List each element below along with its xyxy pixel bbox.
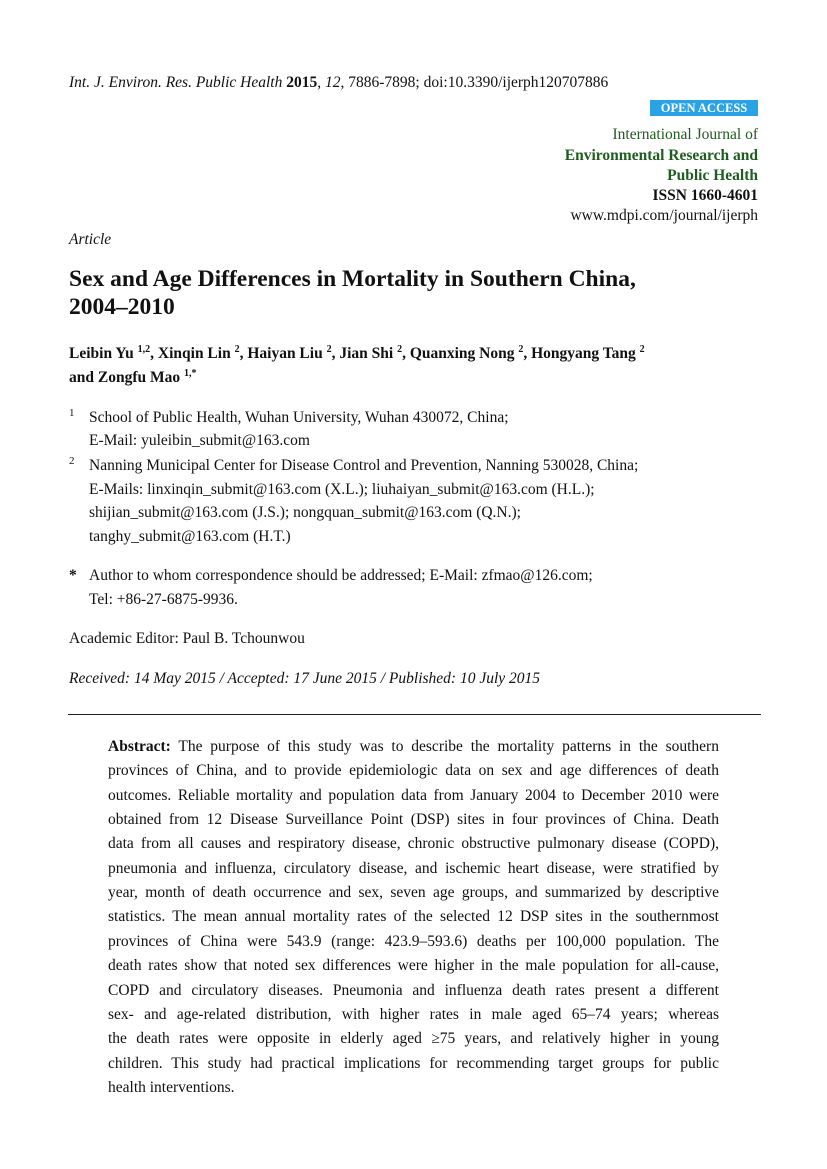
author: Haiyan Liu $^2$ (247, 344, 332, 362)
abstract-text: The purpose of this study was to describe the mortality patterns in the southern (178, 738, 719, 755)
abstract-line (108, 1079, 719, 1097)
abstract-text: the death rates were opposite in elderly aged ≥75 years, and relatively higher in young (108, 1030, 719, 1048)
article-type: Article (69, 231, 112, 248)
abstract-text: data from all causes and respiratory disease, chronic obstructive pulmonary disease (COPD), (108, 835, 719, 853)
abstract-text: provinces of China were 543.9 (range: 423.9–593.6) deaths per 100,000 population. The (108, 932, 719, 950)
citation-line: Int. J. Environ. Res. Public Health 2015, 12, 7886-7898; doi:10.3390/ijerph120707886 (69, 74, 609, 91)
abstract-line (108, 1030, 719, 1048)
title-line2: 2004–2010 (69, 294, 175, 320)
abstract-line (108, 884, 719, 902)
abstract-line (108, 738, 719, 756)
correspondence-line2: Tel: +86-27-6875-9936. (89, 591, 238, 608)
journal-name-line3: Public Health (667, 167, 758, 184)
abstract-text: obtained from 12 Disease Surveillance Point (DSP) sites in four provinces of China. Death (108, 811, 719, 829)
year: 2015 (286, 74, 318, 91)
abstract-text: outcomes. Reliable mortality and population data from January 2004 to December 2010 were (108, 786, 719, 804)
author: Hongyang Tang $^2$ (531, 344, 645, 362)
abstract-text: provinces of China, and to provide epidemiologic data on sex and age differences of death (108, 762, 719, 780)
abstract-line (108, 957, 719, 975)
correspondence-marker: * (69, 567, 77, 584)
authors-line2 (69, 369, 197, 387)
abstract-text: children. This study had practical implications for recommending target groups for public (108, 1054, 719, 1072)
abstract-line (108, 860, 719, 878)
correspondence-line1: Author to whom correspondence should be addressed; E-Mail: zfmao@126.com; (89, 567, 593, 584)
journal-name-line2: Environmental Research and (564, 147, 758, 164)
affiliation-marker: 1 (69, 407, 75, 419)
abstract-text: statistics. The mean annual mortality rates of the selected 12 DSP sites in the southernmost (108, 908, 719, 926)
journal-abbrev: Int. J. Environ. Res. Public Health (69, 74, 283, 91)
abstract-line (108, 762, 719, 780)
abstract-text: pneumonia and influenza, circulatory disease, and ischemic heart disease, were stratified by (108, 859, 719, 877)
abstract-line (108, 933, 719, 951)
academic-editor: Academic Editor: Paul B. Tchounwou (69, 630, 305, 647)
abstract-line (108, 811, 719, 829)
affiliation-marker: 2 (69, 455, 75, 467)
author: and Zongfu Mao $^{1,*}$ (69, 368, 197, 386)
abstract-label: Abstract: (108, 738, 171, 755)
affiliation-2-line2: E-Mails: linxinqin_submit@163.com (X.L.); liuhaiyan_submit@163.com (H.L.); (89, 481, 595, 498)
affiliation-1-line1: School of Public Health, Wuhan University, Wuhan 430072, China; (89, 409, 509, 426)
journal-name-line1: International Journal of (612, 126, 758, 143)
author: Jian Shi $^2$ (339, 344, 403, 362)
abstract-text: year, month of death occurrence and sex, seven age groups, and summarized by descriptive (108, 884, 719, 902)
volume: 12 (325, 74, 341, 91)
author: Xinqin Lin $^2$ (157, 344, 240, 362)
author: Leibin Yu $^{1,2}$ (69, 344, 151, 362)
journal-url[interactable]: www.mdpi.com/journal/ijerph (570, 207, 758, 224)
authors-line1: Leibin Yu $^{1,2}$, Xinqin Lin $^2$, Haiyan Liu $^2$, Jian Shi $^2$, Quanxing Nong $^2$, Hongyang Tang $^2$ (69, 344, 645, 362)
affiliation-1-line2: E-Mail: yuleibin_submit@163.com (89, 432, 310, 449)
abstract-text: sex- and age-related distribution, with higher rates in male aged 65–74 years; whereas (108, 1005, 719, 1023)
abstract-line (108, 1006, 719, 1024)
open-access-badge: OPEN ACCESS (650, 100, 758, 116)
abstract-line (108, 908, 719, 926)
abstract-line (108, 982, 719, 1000)
pages-doi: , 7886-7898; doi:10.3390/ijerph120707886 (340, 74, 609, 91)
dates: Received: 14 May 2015 / Accepted: 17 June 2015 / Published: 10 July 2015 (69, 670, 541, 687)
title-line1: Sex and Age Differences in Mortality in Southern China, (69, 266, 636, 292)
affiliation-2-line3: shijian_submit@163.com (J.S.); nongquan_submit@163.com (Q.N.); (89, 504, 521, 521)
abstract-line (108, 787, 719, 805)
abstract-line (108, 835, 719, 853)
abstract-text: death rates show that noted sex differences were higher in the male population for all-cause, (108, 957, 719, 975)
author: Quanxing Nong $^2$ (409, 344, 524, 362)
abstract-text: COPD and circulatory diseases. Pneumonia and influenza death rates present a different (108, 981, 719, 999)
issn: ISSN 1660-4601 (652, 187, 758, 204)
affiliation-2-line1: Nanning Municipal Center for Disease Control and Prevention, Nanning 530028, China; (89, 457, 639, 474)
affiliation-2-line4: tanghy_submit@163.com (H.T.) (89, 528, 291, 545)
divider (68, 714, 761, 715)
abstract-line (108, 1055, 719, 1073)
abstract-text: health interventions. (108, 1078, 235, 1096)
